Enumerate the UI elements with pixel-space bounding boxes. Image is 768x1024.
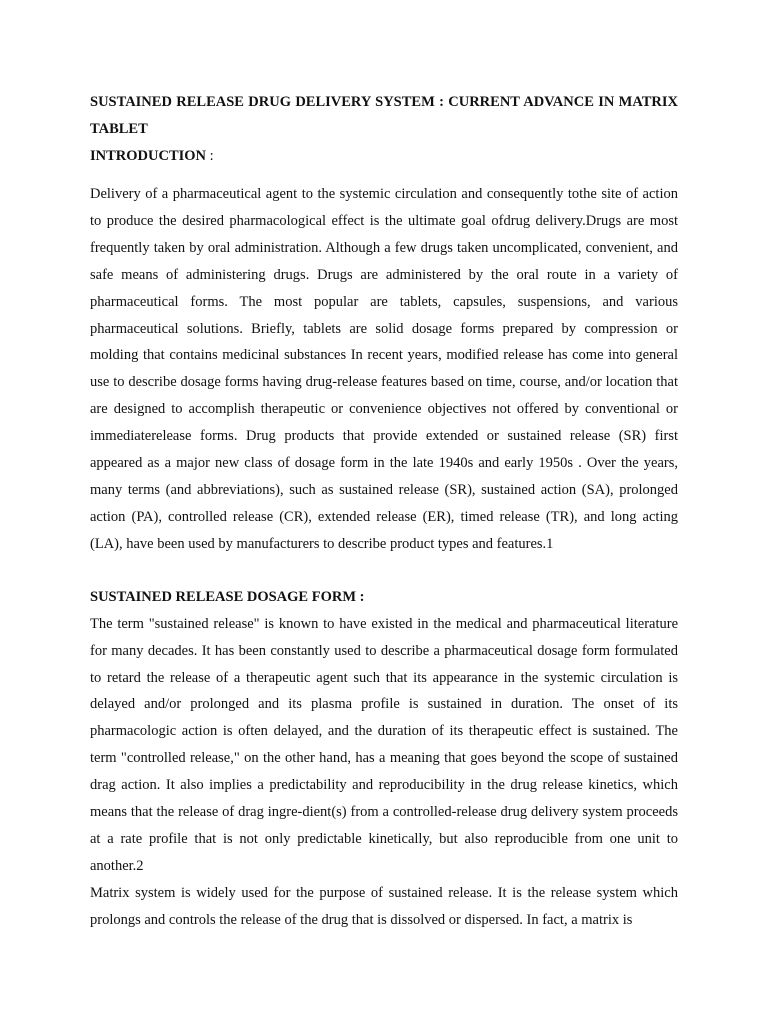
sustained-release-heading: SUSTAINED RELEASE DOSAGE FORM : (90, 588, 365, 605)
introduction-paragraph: Delivery of a pharmaceutical agent to the systemic circulation and consequently tothe site of action to produce the desired pharmacological effect is the ultimate goal ofdrug delivery.Drugs are most frequently taken by oral administration. Although a few drugs taken uncomplicated, convenient, and safe means of administering drugs. Drugs are administered by the oral route in a variety of pharmaceutical forms. The most popular are tablets, capsules, suspensions, and various pharmaceutical solutions. Briefly, tablets are solid dosage forms prepared by compression or molding that contains medicinal substances In recent years, modified release has come into general use to describe dosage forms having drug-release features based on time, course, and/or location that are designed to accomplish therapeutic or convenience objectives not offered by conventional or immediaterelease forms. Drug products that provide extended or sustained release (SR) first appeared as a major new class of dosage form in the late 1940s and early 1950s . Over the years, many terms (and abbreviations), such as sustained release (SR), sustained action (SA), prolonged action (PA), controlled release (CR), extended release (ER), timed release (TR), and long acting (LA), have been used by manufacturers to describe product types and features.1 (90, 186, 678, 552)
introduction-heading-colon: : (206, 148, 214, 164)
introduction-heading (90, 143, 678, 170)
sustained-release-paragraph: The term "sustained release" is known to have existed in the medical and pharmaceutical literature for many decades. It has been constantly used to describe a pharmaceutical dosage form formulated to retard the release of a therapeutic agent such that its appearance in the systemic circulation is delayed and/or prolonged and its plasma profile is sustained in duration. The onset of its pharmacologic action is often delayed, and the duration of its therapeutic effect is sustained. The term "controlled release," on the other hand, has a meaning that goes beyond the scope of sustained drag action. It also implies a predictability and reproducibility in the drug release kinetics, which means that the release of drag ingre-dient(s) from a controlled-release drug delivery system proceeds at a rate profile that is not only predictable kinetically, but also reproducible from one unit to another.2 (90, 615, 678, 874)
introduction-heading-label: INTRODUCTION (90, 148, 207, 164)
matrix-system-paragraph: Matrix system is widely used for the purpose of sustained release. It is the release system which prolongs and controls the release of the drug that is dissolved or dispersed. In fact, a matrix is (90, 884, 678, 928)
document-title: SUSTAINED RELEASE DRUG DELIVERY SYSTEM : CURRENT ADVANCE IN MATRIX TABLET (90, 94, 678, 137)
